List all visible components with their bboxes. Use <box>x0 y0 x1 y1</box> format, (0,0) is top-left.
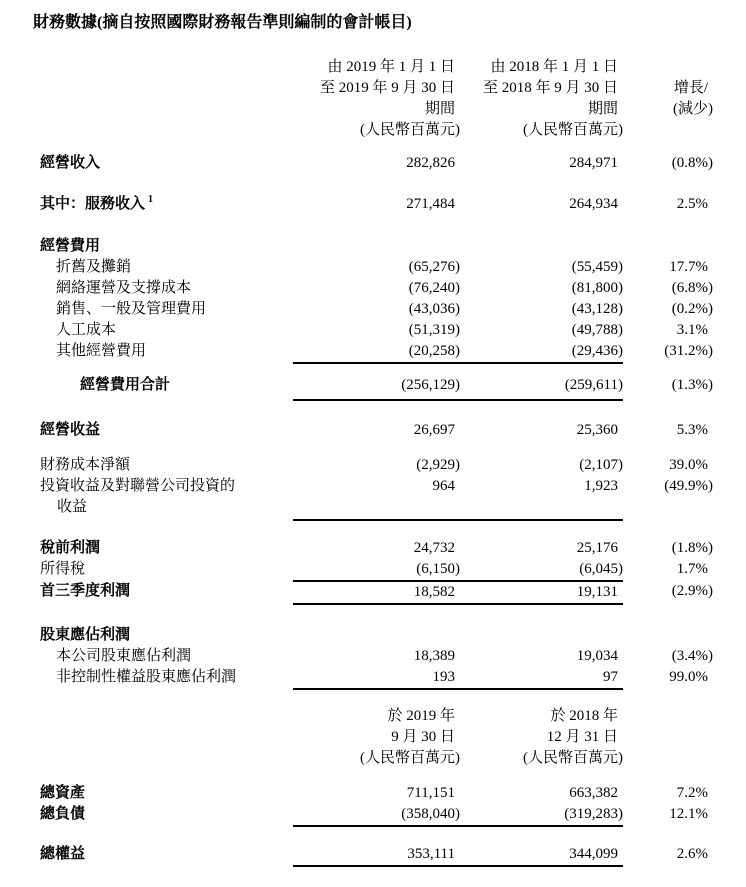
date-header-2018 <box>460 706 623 769</box>
row-total-liabilities <box>40 804 713 826</box>
total-liabilities-change: 12.1% <box>669 806 708 822</box>
empty-cell <box>623 236 713 257</box>
label-profit-before-tax: 稅前利潤 <box>40 540 101 556</box>
total-equity-2019: 353,111 <box>293 844 460 866</box>
period-2018-line3: 期間 <box>587 101 618 117</box>
period-2019-line1: 由 2019 年 1 月 1 日 <box>327 59 455 75</box>
change-header-line2: (減少) <box>673 101 713 117</box>
period-header-empty <box>40 57 293 141</box>
date-2018-line3: (人民幣百萬元) <box>523 750 623 766</box>
label-non-controlling: 非控制性權益股東應佔利潤 <box>56 669 237 685</box>
sga-2019: (43,036) <box>408 301 460 317</box>
spacer-row <box>40 689 713 706</box>
profit-first-three-quarters-2018: 19,131 <box>460 581 623 604</box>
label-operating-profit: 經營收益 <box>40 422 101 438</box>
row-sga <box>40 299 713 320</box>
equity-holders-2019: 18,389 <box>413 648 455 664</box>
investment-income-2018: 1,923 <box>460 476 623 520</box>
spacer-row <box>40 520 713 538</box>
sga-2018: (43,128) <box>571 301 623 317</box>
label-profit-first-three-quarters: 首三季度利潤 <box>40 583 131 599</box>
label-personnel: 人工成本 <box>56 322 117 338</box>
non-controlling-2019: 193 <box>293 667 460 689</box>
period-2018-line2: 至 2018 年 9 月 30 日 <box>482 80 618 96</box>
label-service-revenue <box>40 194 293 215</box>
operating-revenue-2019: 282,826 <box>406 155 455 171</box>
service-revenue-text: 其中：服務收入 <box>40 196 146 212</box>
sga-change: (0.2%) <box>671 301 713 317</box>
total-assets-2018: 663,382 <box>569 785 618 801</box>
period-2018-line4: (人民幣百萬元) <box>523 122 623 138</box>
date-header-empty <box>40 706 293 769</box>
non-controlling-2018: 97 <box>460 667 623 689</box>
financial-data-table <box>40 57 713 867</box>
change-header-blank <box>623 57 713 78</box>
equity-holders-2018: 19,034 <box>576 648 618 664</box>
spacer-row <box>40 769 713 783</box>
spacer-row <box>40 174 713 194</box>
total-equity-2018: 344,099 <box>460 844 623 866</box>
total-opex-2019: (256,129) <box>293 375 460 400</box>
empty-cell <box>623 706 713 769</box>
operating-profit-2018: 25,360 <box>576 422 618 438</box>
period-header-row <box>40 57 713 141</box>
total-opex-change: (1.3%) <box>671 377 713 393</box>
date-header-2019 <box>293 706 460 769</box>
label-total-assets: 總資產 <box>40 785 86 801</box>
date-2018-line2: 12 月 31 日 <box>546 729 618 745</box>
total-liabilities-2019: (358,040) <box>293 804 460 826</box>
spacer-row <box>40 441 713 455</box>
change-header-line1: 增長/ <box>673 80 708 96</box>
network-ops-2019: (76,240) <box>408 280 460 296</box>
investment-income-2019: 964 <box>293 476 460 520</box>
period-header-2018 <box>460 57 623 141</box>
row-total-opex <box>40 375 713 400</box>
profit-first-three-quarters-2019: 18,582 <box>293 581 460 604</box>
label-network-ops: 網絡運營及支撐成本 <box>56 280 192 296</box>
other-opex-2018: (29,436) <box>460 341 623 363</box>
label-operating-revenue: 經營收入 <box>40 155 101 171</box>
period-2019-line3: 期間 <box>424 101 455 117</box>
period-2019-line4: (人民幣百萬元) <box>360 122 460 138</box>
label-operating-expenses: 經營費用 <box>40 238 101 254</box>
total-assets-change: 7.2% <box>676 785 708 801</box>
depreciation-2019: (65,276) <box>408 259 460 275</box>
row-operating-revenue <box>40 153 713 174</box>
spacer-row <box>40 363 713 375</box>
footnote-ref-1: 1 <box>148 194 154 205</box>
period-header-2019 <box>293 57 460 141</box>
net-finance-costs-2018: (2,107) <box>579 457 623 473</box>
spacer-row <box>40 215 713 236</box>
operating-revenue-change: (0.8%) <box>671 155 713 171</box>
empty-cell <box>293 236 460 257</box>
period-2019-line2: 至 2019 年 9 月 30 日 <box>319 80 455 96</box>
row-equity-holders <box>40 646 713 667</box>
profit-first-three-quarters-change: (2.9%) <box>671 583 713 599</box>
row-profit-first-three-quarters <box>40 581 713 604</box>
spacer-row <box>40 400 713 420</box>
empty-cell <box>460 625 623 646</box>
date-2019-line1: 於 2019 年 <box>387 708 455 724</box>
depreciation-change: 17.7% <box>669 259 708 275</box>
row-profit-before-tax <box>40 538 713 559</box>
date-2019-line2: 9 月 30 日 <box>391 729 455 745</box>
total-liabilities-2018: (319,283) <box>460 804 623 826</box>
profit-before-tax-2018: 25,176 <box>576 540 618 556</box>
net-finance-costs-2019: (2,929) <box>416 457 460 473</box>
investment-income-line1: 投資收益及對聯營公司投資的 <box>40 478 236 494</box>
period-header-change <box>623 57 713 141</box>
row-network-ops <box>40 278 713 299</box>
row-total-assets <box>40 783 713 804</box>
net-finance-costs-change: 39.0% <box>669 457 708 473</box>
row-operating-expenses-header <box>40 236 713 257</box>
row-profit-attributable-header <box>40 625 713 646</box>
label-depreciation: 折舊及攤銷 <box>56 259 132 275</box>
label-other-opex: 其他經營費用 <box>56 343 147 359</box>
row-other-opex <box>40 341 713 363</box>
label-equity-holders: 本公司股東應佔利潤 <box>56 648 192 664</box>
date-2018-line1: 於 2018 年 <box>550 708 618 724</box>
label-total-opex: 經營費用合計 <box>80 377 171 393</box>
page-title: 財務數據(摘自按照國際財務報告準則編制的會計帳目) <box>33 14 412 31</box>
personnel-2019: (51,319) <box>408 322 460 338</box>
equity-holders-change: (3.4%) <box>671 648 713 664</box>
label-net-finance-costs: 財務成本淨額 <box>40 457 131 473</box>
period-2018-line1: 由 2018 年 1 月 1 日 <box>490 59 618 75</box>
service-revenue-change: 2.5% <box>676 196 708 212</box>
personnel-2018: (49,788) <box>571 322 623 338</box>
label-total-equity: 總權益 <box>40 846 86 862</box>
total-equity-change: 2.6% <box>676 846 708 862</box>
spacer-row <box>40 604 713 625</box>
empty-cell <box>460 236 623 257</box>
row-depreciation <box>40 257 713 278</box>
row-total-equity <box>40 844 713 866</box>
row-investment-income <box>40 476 713 520</box>
profit-before-tax-2019: 24,732 <box>413 540 455 556</box>
investment-income-line2: 收益 <box>57 499 88 515</box>
depreciation-2018: (55,459) <box>571 259 623 275</box>
other-opex-2019: (20,258) <box>293 341 460 363</box>
date-2019-line3: (人民幣百萬元) <box>360 750 460 766</box>
service-revenue-2018: 264,934 <box>569 196 618 212</box>
label-profit-attributable: 股東應佔利潤 <box>40 627 131 643</box>
empty-cell <box>293 625 460 646</box>
row-net-finance-costs <box>40 455 713 476</box>
operating-profit-2019: 26,697 <box>413 422 455 438</box>
operating-revenue-2018: 284,971 <box>569 155 618 171</box>
network-ops-change: (6.8%) <box>671 280 713 296</box>
label-total-liabilities: 總負債 <box>40 806 86 822</box>
service-revenue-2019: 271,484 <box>406 196 455 212</box>
spacer-row <box>40 826 713 844</box>
row-operating-profit <box>40 420 713 441</box>
date-header-row <box>40 706 713 769</box>
network-ops-2018: (81,800) <box>571 280 623 296</box>
total-assets-2019: 711,151 <box>406 785 455 801</box>
row-income-tax <box>40 559 713 581</box>
non-controlling-change: 99.0% <box>669 669 708 685</box>
income-tax-2019: (6,150) <box>293 559 460 581</box>
empty-cell <box>623 625 713 646</box>
row-personnel <box>40 320 713 341</box>
profit-before-tax-change: (1.8%) <box>671 540 713 556</box>
spacer-row <box>40 141 713 153</box>
label-investment-income <box>40 476 293 520</box>
row-non-controlling <box>40 667 713 689</box>
operating-profit-change: 5.3% <box>676 422 708 438</box>
row-service-revenue <box>40 194 713 215</box>
investment-income-change: (49.9%) <box>664 478 713 494</box>
income-tax-2018: (6,045) <box>460 559 623 581</box>
personnel-change: 3.1% <box>676 322 708 338</box>
label-sga: 銷售、一般及管理費用 <box>56 301 207 317</box>
total-opex-2018: (259,611) <box>460 375 623 400</box>
income-tax-change: 1.7% <box>676 561 708 577</box>
other-opex-change: (31.2%) <box>664 343 713 359</box>
label-income-tax: 所得稅 <box>40 561 86 577</box>
